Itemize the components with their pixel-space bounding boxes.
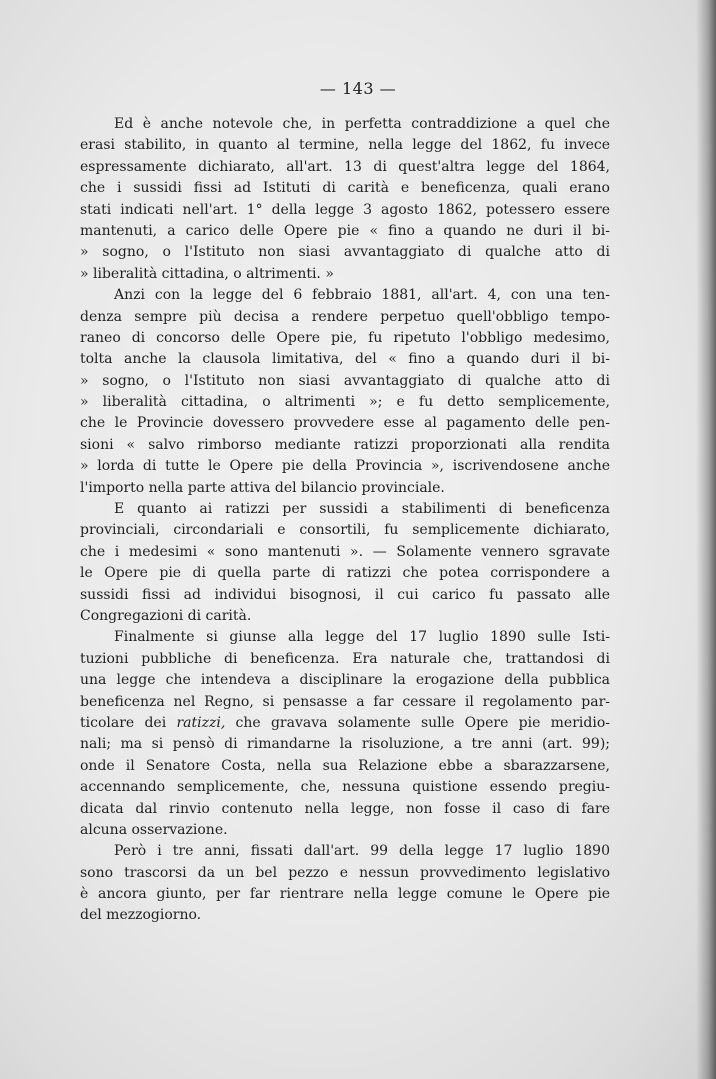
- text-line: sioni « salvo rimborso mediante ratizzi proporzionati alla rendita: [80, 436, 610, 453]
- text-line: denza sempre più decisa a rendere perpetuo quell'obbligo tempo-: [80, 308, 610, 325]
- text-line: stati indicati nell'art. 1° della legge 3 agosto 1862, potessero essere: [80, 201, 610, 218]
- text-line: » liberalità cittadina, o altrimenti. »: [80, 265, 334, 282]
- text-line: E quanto ai ratizzi per sussidi a stabilimenti di beneficenza: [114, 501, 610, 518]
- text-line: che le Provincie dovessero provvedere esse al pagamento delle pen-: [80, 415, 610, 432]
- text-line: » sogno, o l'Istituto non siasi avvantaggiato di qualche atto di: [80, 372, 610, 389]
- text-line: » lorda di tutte le Opere pie della Provincia », iscrivendosene anche: [80, 458, 610, 475]
- text-line: le Opere pie di quella parte di ratizzi che potea corrispondere a: [80, 565, 610, 582]
- text-line: che i medesimi « sono mantenuti ». — Solamente vennero sgravate: [80, 543, 610, 560]
- text-line: sussidi fissi ad individui bisognosi, il cui carico fu passato alle: [80, 586, 610, 603]
- text-line: sono trascorsi da un bel pezzo e nessun provvedimento legislativo: [80, 864, 610, 881]
- text-line: » liberalità cittadina, o altrimenti »; e fu detto semplicemente,: [80, 394, 610, 411]
- text-line: espressamente dichiarato, all'art. 13 di quest'altra legge del 1864,: [80, 158, 610, 175]
- text-line: tolta anche la clausola limitativa, del « fino a quando duri il bi-: [80, 351, 610, 368]
- text-line: beneficenza nel Regno, si pensasse a far cessare il regolamento par-: [80, 693, 610, 710]
- text-line: onde il Senatore Costa, nella sua Relazione ebbe a sbarazzarsene,: [80, 757, 610, 774]
- text-line: accennando semplicemente, che, nessuna quistione essendo pregiu-: [80, 779, 610, 796]
- text-line: Congregazioni di carità.: [80, 607, 252, 624]
- text-line: Ed è anche notevole che, in perfetta contraddizione a quel che: [114, 116, 610, 132]
- text-line: una legge che intendeva a disciplinare la erogazione della pubblica: [80, 672, 610, 689]
- text-line: mantenuti, a carico delle Opere pie « fino a quando ne duri il bi-: [80, 222, 610, 239]
- text-line: nali; ma si pensò di rimandarne la risoluzione, a tre anni (art. 99);: [80, 736, 610, 753]
- text-line: ticolare dei ratizzi, che gravava solamente sulle Opere pie meridio-: [80, 714, 610, 731]
- text-line: alcuna osservazione.: [80, 821, 228, 838]
- text-line: provinciali, circondariali e consortili, fu semplicemente dichiarato,: [80, 522, 610, 539]
- page-number: — 143 —: [319, 79, 397, 98]
- text-line: tuzioni pubbliche di beneficenza. Era naturale che, trattandosi di: [80, 650, 610, 667]
- body-text: [80, 114, 610, 927]
- text-line: dicata dal rinvio contenuto nella legge, non fosse il caso di fare: [80, 800, 610, 817]
- text-line: l'importo nella parte attiva del bilancio provinciale.: [80, 479, 445, 496]
- text-line: del mezzogiorno.: [80, 907, 202, 924]
- text-line: Finalmente si giunse alla legge del 17 luglio 1890 sulle Isti-: [114, 629, 610, 646]
- page-edge-shadow: [696, 0, 716, 1079]
- text-line: Però i tre anni, fissati dall'art. 99 della legge 17 luglio 1890: [114, 843, 610, 860]
- text-line: Anzi con la legge del 6 febbraio 1881, all'art. 4, con una ten-: [114, 287, 610, 304]
- text-line: che i sussidi fissi ad Istituti di carità e beneficenza, quali erano: [80, 180, 610, 197]
- text-line: » sogno, o l'Istituto non siasi avvantaggiato di qualche atto di: [80, 244, 610, 261]
- italic-term: ratizzi,: [176, 714, 226, 731]
- text-line: raneo di concorso delle Opere pie, fu ripetuto l'obbligo medesimo,: [80, 329, 610, 346]
- text-line: è ancora giunto, per far rientrare nella legge comune le Opere pie: [80, 886, 610, 903]
- text-line: erasi stabilito, in quanto al termine, nella legge del 1862, fu invece: [80, 137, 610, 154]
